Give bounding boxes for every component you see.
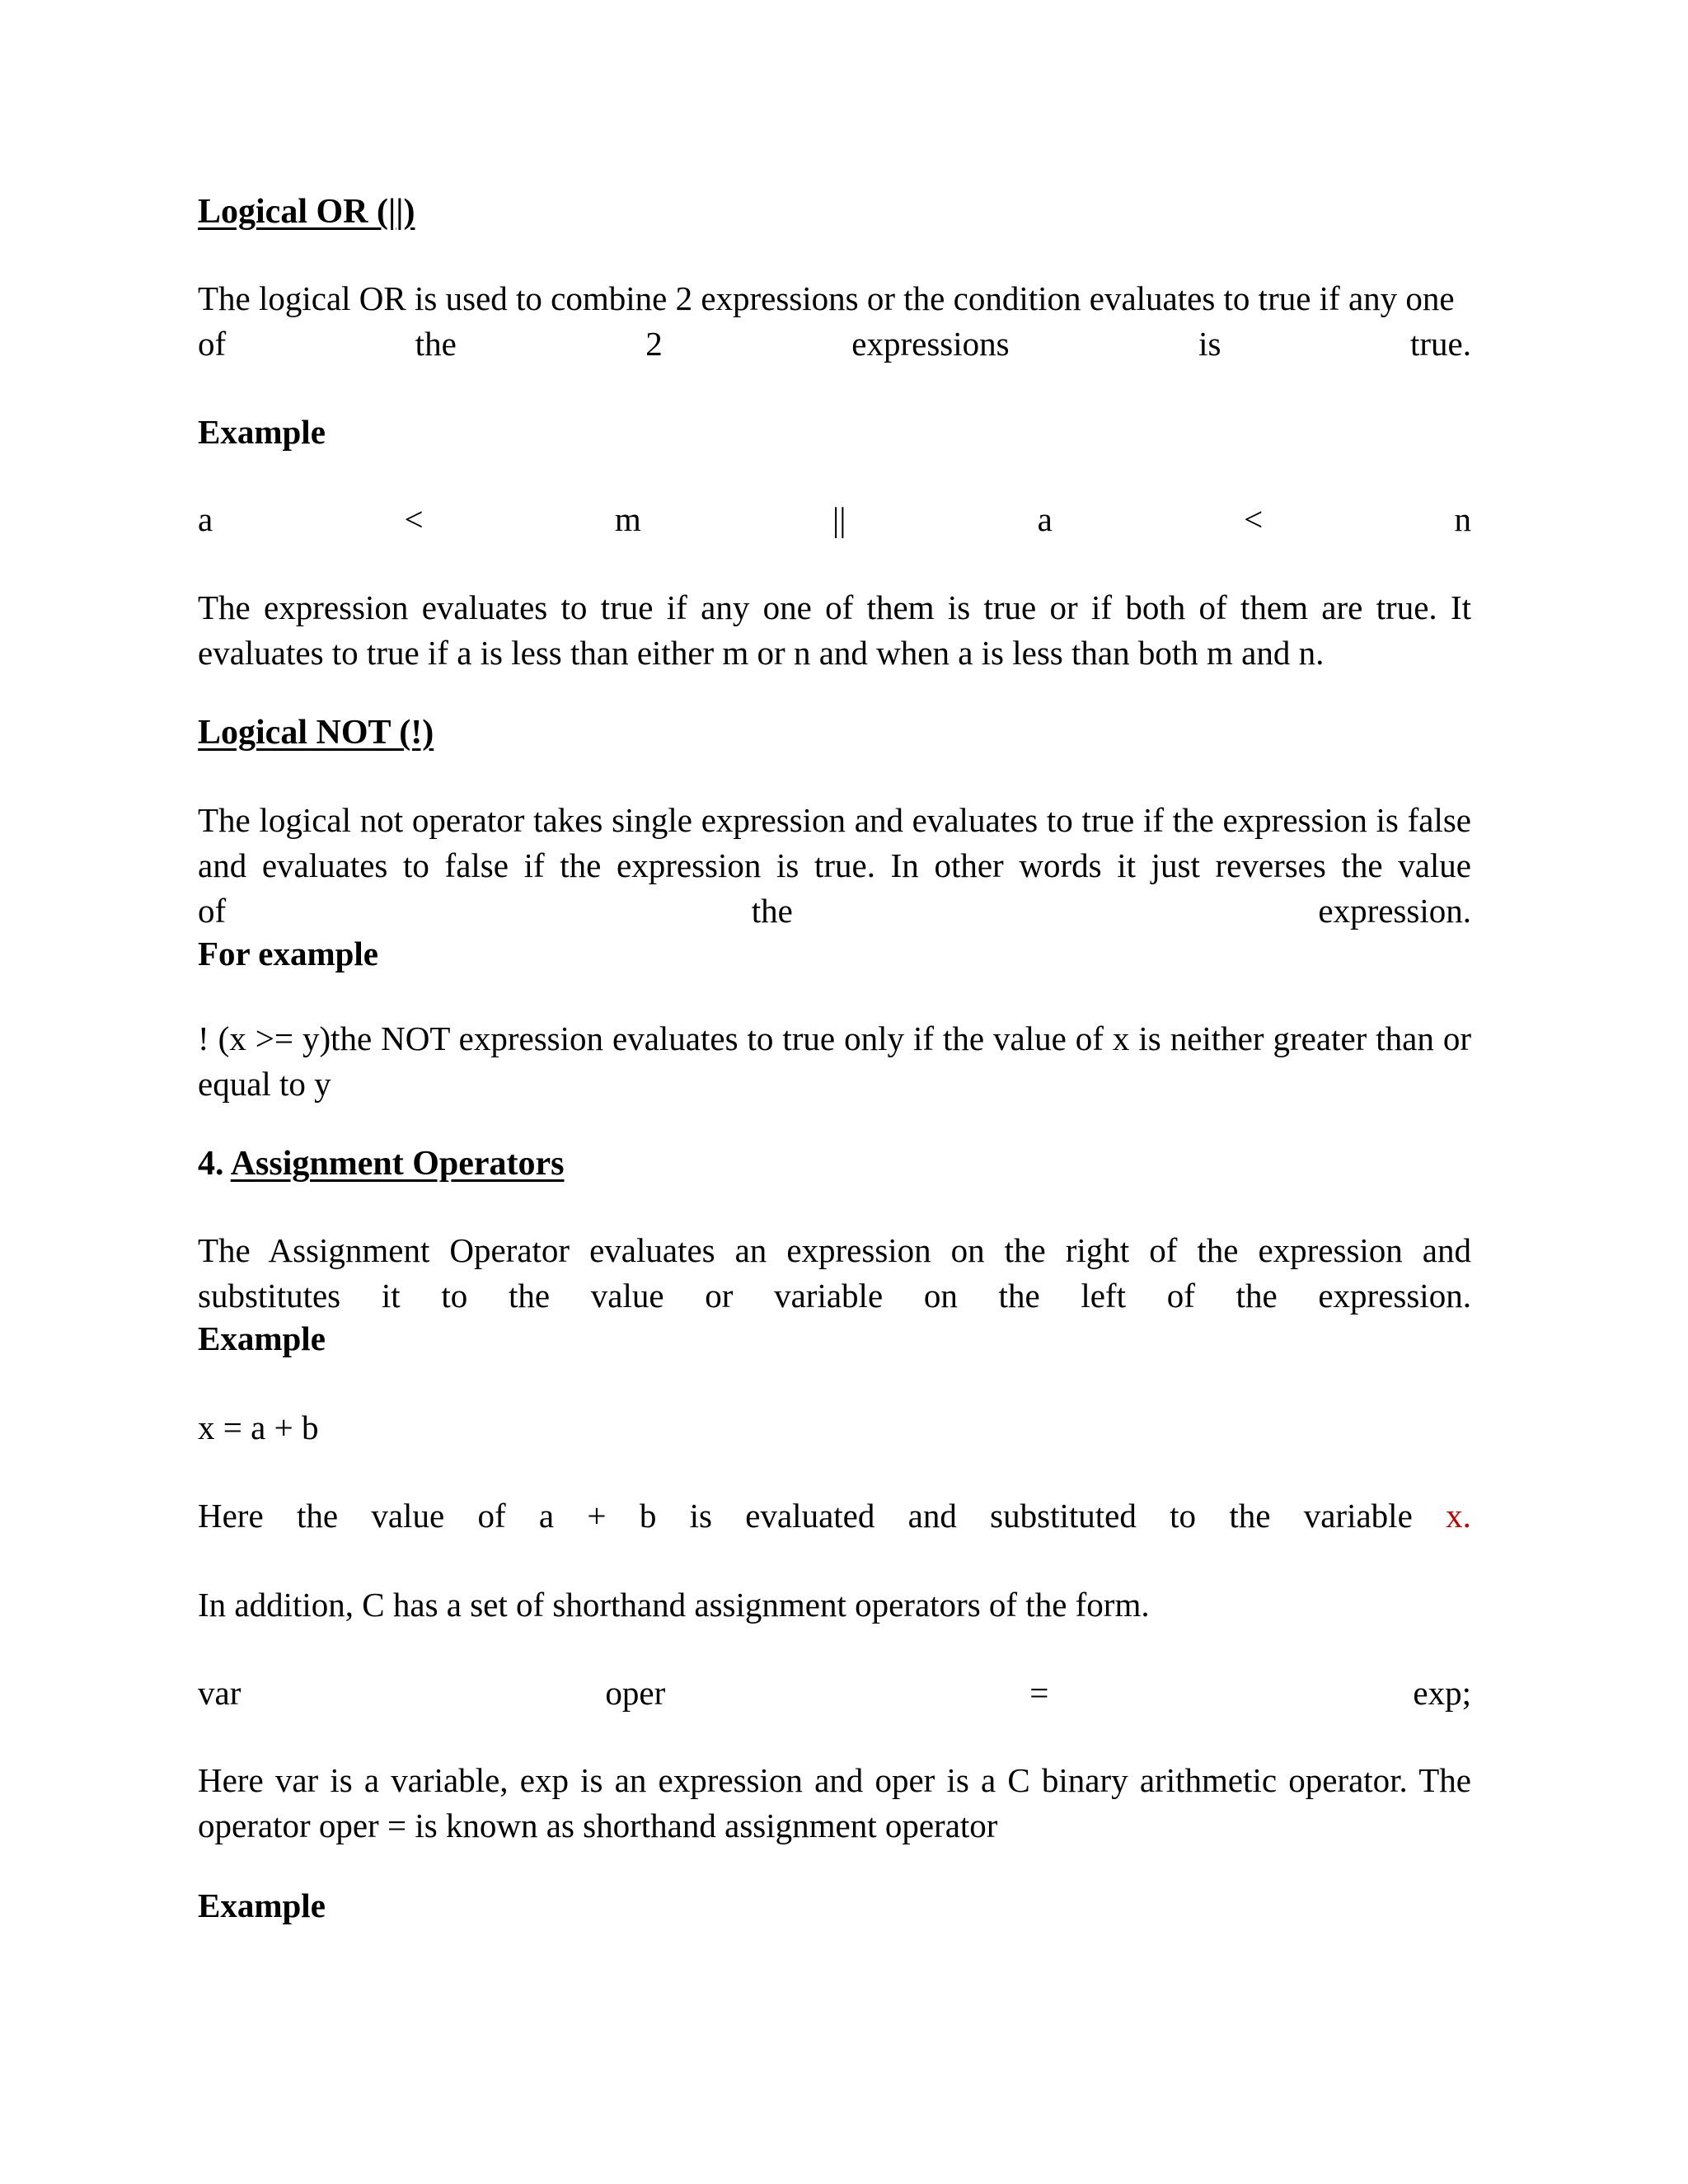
token: oper (605, 1674, 666, 1712)
word: variable (1303, 1497, 1413, 1535)
assignment-para-line1 (198, 1228, 1471, 1273)
word: substitutes (198, 1277, 341, 1315)
word: true. (1410, 325, 1471, 363)
logical-or-heading: Logical OR (||) (198, 193, 415, 231)
shorthand-intro: In addition, C has a set of shorthand assignment operators of the form. (198, 1586, 1150, 1624)
logical-not-heading: Logical NOT (!) (198, 714, 434, 752)
word: the (998, 1277, 1040, 1315)
logical-not-example-label: For example (198, 935, 378, 972)
word: a (538, 1497, 555, 1535)
word: variable (774, 1277, 884, 1315)
section-number: 4. (198, 1145, 224, 1183)
word: the (296, 1497, 339, 1535)
token: = (1029, 1674, 1049, 1712)
token: < (1244, 500, 1264, 538)
logical-not-paragraph: The logical not operator takes single expression and evaluates to true if the expression is false and evaluates to false if the expression is true. In other words it just reverses the value (198, 801, 1471, 884)
logical-or-example-expression (198, 497, 1471, 542)
assignment-para-line2 (198, 1273, 1471, 1319)
word: to (1170, 1497, 1197, 1535)
assignment-example-label: Example (198, 1319, 326, 1357)
word: substituted (990, 1497, 1137, 1535)
word: + (587, 1497, 607, 1535)
word: of (198, 892, 227, 930)
word: is (689, 1497, 712, 1535)
token: || (832, 500, 846, 538)
word: the (1236, 1277, 1278, 1315)
assignment-heading-row (198, 1141, 1471, 1187)
word: is (1198, 325, 1221, 363)
assignment-here-line (198, 1493, 1471, 1539)
word: the (751, 892, 793, 930)
token: a (1037, 500, 1053, 538)
token: a (198, 500, 213, 538)
token: < (404, 500, 424, 538)
word: of (477, 1497, 506, 1535)
word: value (590, 1277, 664, 1315)
logical-or-explanation: The expression evaluates to true if any one of them is true or if both of them are true. It evaluates to true if a is less than either m or n and when a is less than both m and n. (198, 588, 1471, 672)
word: on (923, 1277, 958, 1315)
shorthand-form (198, 1671, 1471, 1716)
word: or (705, 1277, 734, 1315)
logical-or-example-label: Example (198, 413, 326, 451)
logical-or-intro-line1: The logical OR is used to combine 2 expressions or the condition evaluates to true if any one (198, 279, 1455, 317)
assignment-example-label-2: Example (198, 1886, 326, 1924)
word: Here (198, 1497, 264, 1535)
word: the (415, 325, 457, 363)
token: exp; (1413, 1674, 1471, 1712)
word: it (381, 1277, 401, 1315)
word-highlighted: x. (1446, 1497, 1471, 1535)
word: of (198, 325, 227, 363)
word: expression. (1318, 892, 1471, 930)
shorthand-explanation: Here var is a variable, exp is an expression and oper is a C binary arithmetic operator. The operator oper = is known as shorthand assignment operator (198, 1761, 1471, 1844)
word: b (639, 1497, 657, 1535)
word: of (1166, 1277, 1195, 1315)
word: expressions (851, 325, 1010, 363)
logical-not-example-text: ! (x >= y)the NOT expression evaluates to true only if the value of x is neither greater than or equal to y (198, 1019, 1471, 1103)
word: and (907, 1497, 957, 1535)
logical-not-paragraph-last-line (198, 888, 1471, 934)
word: value (371, 1497, 445, 1535)
word: expression. (1318, 1277, 1471, 1315)
line-text: The Assignment Operator evaluates an expression on the right of the expression and (198, 1231, 1471, 1269)
word: the (1229, 1497, 1271, 1535)
word: evaluated (745, 1497, 875, 1535)
word: the (508, 1277, 551, 1315)
word: to (441, 1277, 468, 1315)
word: 2 (645, 325, 663, 363)
token: var (198, 1674, 241, 1712)
logical-or-intro-line2 (198, 321, 1471, 367)
word: left (1081, 1277, 1126, 1315)
assignment-heading: Assignment Operators (230, 1145, 565, 1183)
assignment-example-expression: x = a + b (198, 1408, 319, 1446)
token: n (1454, 500, 1471, 538)
token: m (614, 500, 641, 538)
